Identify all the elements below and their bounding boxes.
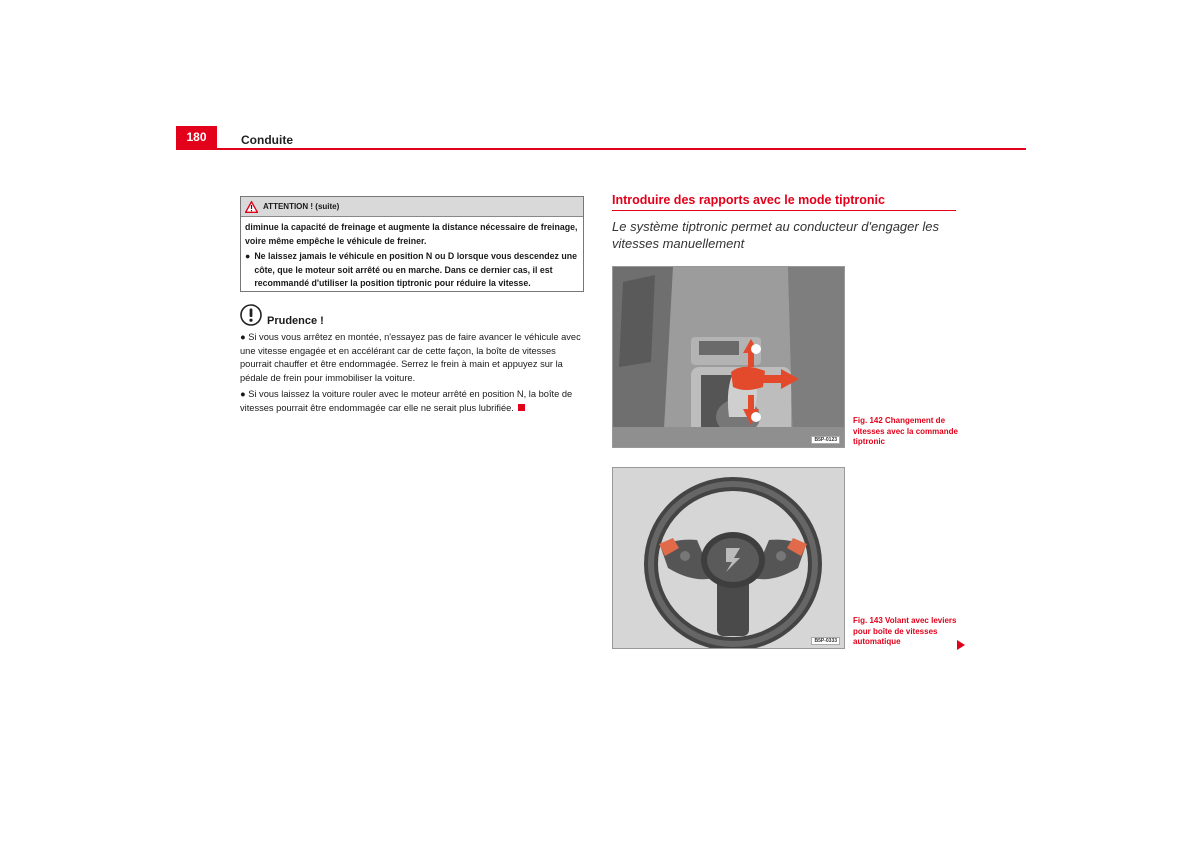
figure-caption: Fig. 143 Volant avec leviers pour boîte de vitesses automatique (853, 616, 957, 646)
figure-caption: Fig. 142 Changement de vitesses avec la commande tiptronic (853, 416, 958, 446)
warning-header (241, 197, 583, 217)
steering-wheel-illustration (613, 468, 844, 648)
figure-steering-wheel (612, 467, 845, 649)
heading-rule (612, 210, 956, 211)
page-number: 180 (176, 126, 217, 148)
bullet-dot: ● (245, 251, 251, 261)
intro-text: Le système tiptronic permet au conducteur d'engager les vitesses manuellement (612, 219, 939, 251)
warning-bullet-text: Ne laissez jamais le véhicule en position N ou D lorsque vous descendez une côte, que le moteur soit arrêté ou en marche. Dans ce dernier cas, il est recommandé d'utiliser la position tiptronic pour réduire la vitesse. (254, 251, 577, 288)
prudence-bullet-text: Si vous laissez la voiture rouler avec le moteur arrêté en position N, la boîte de vitesses pourrait être endommagée car elle ne serait plus lubrifiée. (240, 389, 573, 413)
figure-code: B5P-0333 (811, 637, 840, 645)
next-page-arrow-icon (957, 640, 965, 650)
end-mark-icon (518, 404, 525, 411)
header-rule (176, 148, 1026, 150)
prudence-title: Prudence ! (267, 315, 324, 327)
prudence-bullet: ● Si vous laissez la voiture rouler avec le moteur arrêté en position N, la boîte de vitesses pourrait être endommagée car elle ne serait plus lubrifiée. (240, 389, 573, 413)
section-title: Conduite (241, 133, 293, 147)
warning-bullet (245, 250, 579, 291)
prudence-body (240, 331, 585, 419)
caution-icon (240, 304, 262, 326)
warning-title: ATTENTION ! (suite) (263, 202, 340, 211)
figure-code: B5P-0123 (811, 436, 840, 444)
figure-gear-shifter (612, 266, 845, 448)
warning-box (240, 196, 584, 292)
warning-triangle-icon (245, 201, 258, 213)
warning-paragraph: diminue la capacité de freinage et augmente la distance nécessaire de freinage, voire même empêche le véhicule de freiner. (245, 222, 578, 246)
prudence-bullet: ● Si vous vous arrêtez en montée, n'essayez pas de faire avancer le véhicule avec une vitesse engagée et en accélérant car de cette façon, la boîte de vitesses pourrait chauffer et être endommagée. Serrez le frein à main et appuyez sur la pédale de frein pour immobiliser la voiture. (240, 332, 581, 383)
prudence-bullet-text: Si vous vous arrêtez en montée, n'essayez pas de faire avancer le véhicule avec une vitesse engagée et en accélérant car de cette façon, la boîte de vitesses pourrait chauffer et être endommagée. Serrez le frein à main et appuyez sur la pédale de frein pour immobiliser la voiture. (240, 332, 581, 383)
section-heading: Introduire des rapports avec le mode tiptronic (612, 193, 885, 207)
gear-shifter-illustration (613, 267, 844, 447)
warning-body (241, 217, 583, 291)
